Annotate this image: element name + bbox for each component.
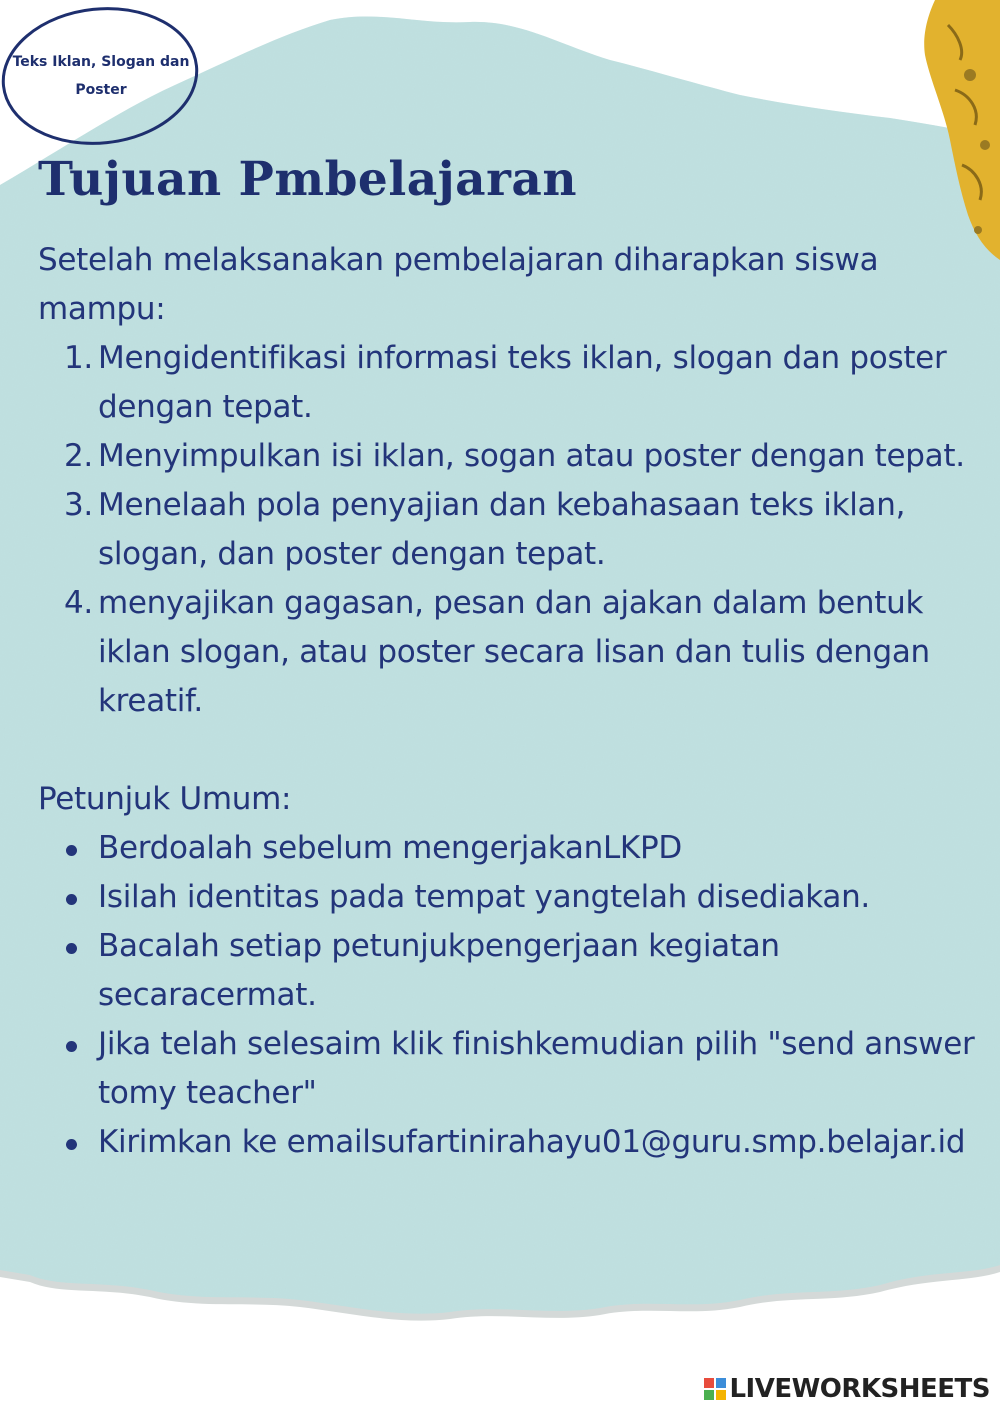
- instruction-text: Bacalah setiap petunjukpengerjaan kegiatan secaracermat.: [98, 928, 780, 1013]
- instructions-list: [38, 824, 988, 1167]
- objective-text: menyajikan gagasan, pesan dan ajakan dalam bentuk iklan slogan, atau poster secara lisan dan tulis dengan kreatif.: [98, 585, 930, 719]
- objective-number: 3.: [64, 487, 93, 523]
- bullet-icon: [66, 894, 77, 905]
- liveworksheets-watermark: [704, 1374, 990, 1404]
- objective-item: [38, 481, 988, 579]
- watermark-text: LIVEWORKSHEETS: [729, 1374, 990, 1404]
- topic-badge: Teks Iklan, Slogan dan Poster: [12, 54, 190, 98]
- bullet-icon: [66, 943, 77, 954]
- instruction-text: Isilah identitas pada tempat yangtelah disediakan.: [98, 879, 870, 915]
- objective-number: 1.: [64, 340, 93, 376]
- instruction-item: [38, 1020, 988, 1118]
- bullet-icon: [66, 1041, 77, 1052]
- instruction-text: Jika telah selesaim klik finishkemudian pilih "send answer tomy teacher": [98, 1026, 975, 1111]
- section-spacer: [38, 726, 988, 775]
- objective-item: [38, 579, 988, 726]
- objective-text: Menyimpulkan isi iklan, sogan atau poster dengan tepat.: [98, 438, 965, 474]
- instruction-item: [38, 824, 988, 873]
- instruction-item: [38, 873, 988, 922]
- liveworksheets-logo-icon: [704, 1378, 726, 1400]
- instruction-item: [38, 922, 988, 1020]
- intro-text: Setelah melaksanakan pembelajaran diharapkan siswa mampu:: [38, 242, 879, 327]
- objective-text: Mengidentifikasi informasi teks iklan, slogan dan poster dengan tepat.: [98, 340, 947, 425]
- page-title: Tujuan Pmbelajaran: [38, 152, 577, 207]
- instruction-text: Kirimkan ke emailsufartinirahayu01@guru.smp.belajar.id: [98, 1124, 966, 1160]
- objective-text: Menelaah pola penyajian dan kebahasaan teks iklan, slogan, dan poster dengan tepat.: [98, 487, 906, 572]
- instructions-heading: Petunjuk Umum:: [38, 781, 292, 817]
- instruction-item: [38, 1118, 988, 1167]
- bullet-icon: [66, 1139, 77, 1150]
- content-body: [38, 236, 988, 1167]
- objective-item: [38, 334, 988, 432]
- objectives-list: [38, 334, 988, 726]
- objective-number: 2.: [64, 438, 93, 474]
- objective-number: 4.: [64, 585, 93, 621]
- bullet-icon: [66, 845, 77, 856]
- instruction-text: Berdoalah sebelum mengerjakanLKPD: [98, 830, 682, 866]
- objective-item: [38, 432, 988, 481]
